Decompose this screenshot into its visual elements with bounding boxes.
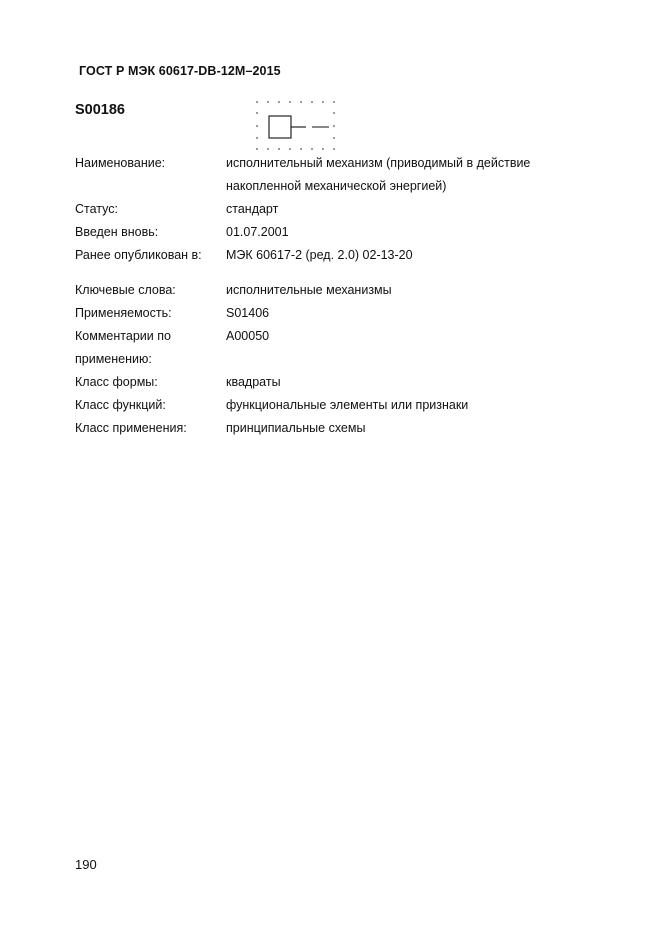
field-application-class-label: Класс применения: <box>75 421 187 435</box>
field-name-value-line1: исполнительный механизм (приводимый в действие <box>226 156 531 170</box>
field-published-label: Ранее опубликован в: <box>75 248 202 262</box>
field-function-class-value: функциональные элементы или признаки <box>226 398 469 412</box>
document-header: ГОСТ Р МЭК 60617-DB-12M–2015 <box>79 64 281 78</box>
field-keywords-value: исполнительные механизмы <box>226 283 392 297</box>
field-status-value: стандарт <box>226 202 279 216</box>
field-keywords-label: Ключевые слова: <box>75 283 176 297</box>
field-status-label: Статус: <box>75 202 118 216</box>
field-introduced-value: 01.07.2001 <box>226 225 289 239</box>
field-comments-value: A00050 <box>226 329 270 343</box>
field-published-value: МЭК 60617-2 (ред. 2.0) 02-13-20 <box>226 248 413 262</box>
field-applicability-label: Применяемость: <box>75 306 172 320</box>
field-applicability-value: S01406 <box>226 306 270 320</box>
field-application-class-value: принципиальные схемы <box>226 421 366 435</box>
field-name-value-line2: накопленной механической энергией) <box>226 179 447 193</box>
field-name-label: Наименование: <box>75 156 166 170</box>
field-function-class-label: Класс функций: <box>75 398 166 412</box>
field-shape-class-value: квадраты <box>226 375 281 389</box>
symbol-code: S00186 <box>75 102 125 118</box>
field-shape-class-label: Класс формы: <box>75 375 158 389</box>
field-comments-label-line2: применению: <box>75 352 152 366</box>
actuator-symbol-icon <box>253 97 345 153</box>
field-comments-label-line1: Комментарии по <box>75 329 171 343</box>
page-number: 190 <box>75 857 97 872</box>
field-introduced-label: Введен вновь: <box>75 225 159 239</box>
